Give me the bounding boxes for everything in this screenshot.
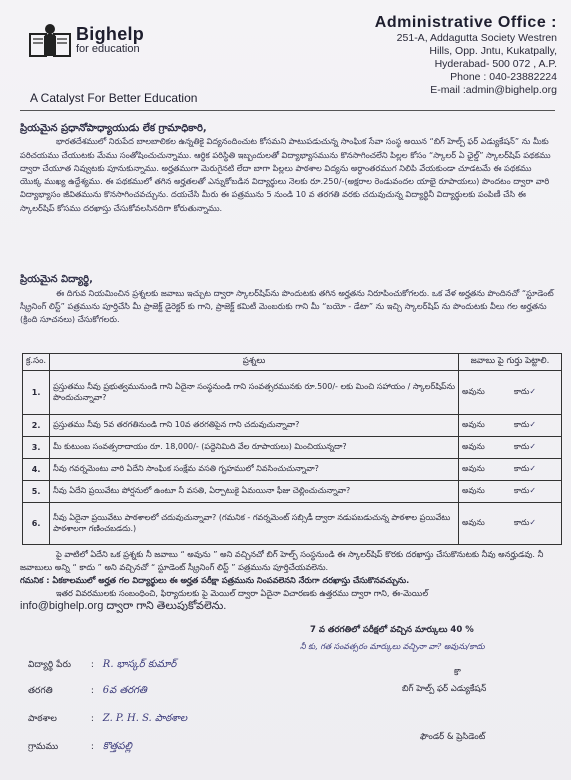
- village-value[interactable]: కొత్తపల్లి: [102, 741, 132, 752]
- row-number: 5.: [23, 481, 50, 503]
- eligibility-table: [22, 353, 562, 545]
- office-phone: Phone : 040-23882224: [450, 71, 557, 83]
- salutation-headmaster: ప్రియమైన ప్రధానోపాధ్యాయుడు లేక గ్రామాధికారి,: [20, 123, 207, 134]
- answer-no[interactable]: కాదు: [514, 442, 530, 451]
- office-line: Hyderabad- 500 072 , A.P.: [434, 58, 557, 70]
- checkmark-icon: ✓: [529, 442, 537, 451]
- answer-yes[interactable]: అవును: [462, 387, 485, 396]
- table-row: [23, 481, 562, 503]
- eligibility-note: పై వాటిలో ఏదేని ఒక ప్రశ్నకు నీ జవాబు “ అవును ” అని వచ్చినచో బిగ్ హెల్ప్ సంస్థనుండి ఈ స్కాలర్‌షిప్ కొరకు దరఖాస్తు చేసుకొనుటకు నీవు అనర్హుడవు. నీ జవాబులు అన్ని “ కాదు ” అని వచ్చినచో “ స్టూడెంట్ స్క్రీనింగ్ లిస్ట్ ” పత్రమును పూర్తిచేయవలెను.: [20, 549, 544, 572]
- school-value[interactable]: Z. P. H. S. పాఠశాల: [102, 713, 188, 724]
- answer-yes[interactable]: అవును: [462, 464, 485, 473]
- office-line: Hills, Opp. Jntu, Kukatpally,: [429, 45, 557, 57]
- checkmark-icon: ✓: [529, 486, 537, 495]
- student-name-value[interactable]: R. భాస్కర్ కుమార్: [102, 659, 177, 670]
- row-question: నీవు ఏదేని ప్రయివేటు పోర్షనులో ఉంటూ నీ వసతి, ఏర్పాటుకై ఏమయినా ఫీజు చెల్లించుచున్నావా?: [50, 481, 459, 503]
- class-label: తరగతి: [28, 686, 53, 696]
- office-email: E-mail :admin@bighelp.org: [430, 84, 557, 96]
- row-number: 6.: [23, 503, 50, 545]
- table-row: [23, 371, 562, 415]
- row-question: నీవు ఏదైనా ప్రయివేటు పాఠశాలలో చదువుచున్నావా? (గమనిక - గవర్నమెంట్ సబ్సిడీ ద్వారా నడుపబడుచున్న పాఠశాల ప్రయివేటు పాఠశాలగా గణించబడదు.): [50, 503, 459, 545]
- signature-role: ఫౌండర్ & ప్రెసిడెంట్: [420, 732, 486, 742]
- contact-email[interactable]: info@bighelp.org ద్వారా గాని తెలుపుకోవలెను.: [20, 600, 227, 612]
- row-question: ప్రస్తుతము నీవు 5వ తరగతినుండి గాని 10వ తరగతిపైన గాని చదువుచున్నావా?: [50, 415, 459, 437]
- field-school: పాఠశాల : Z. P. H. S. పాఠశాల: [28, 713, 188, 724]
- row-number: 1.: [23, 371, 50, 415]
- office-address: [375, 14, 557, 97]
- answer-no[interactable]: కాదు: [514, 420, 530, 429]
- table-row: [23, 459, 562, 481]
- checkmark-icon: ✓: [529, 464, 537, 473]
- row-answer[interactable]: [459, 503, 562, 545]
- tagline: A Catalyst For Better Education: [30, 91, 198, 105]
- col-number: క్ర.సం.: [23, 354, 50, 371]
- answer-no[interactable]: కాదు: [514, 387, 530, 396]
- col-answer: జవాబు పై గుర్తు పెట్టాలి.: [459, 354, 562, 371]
- important-note: గమనిక : ఏకకాలములో అర్హత గల విద్యార్థులు ఈ అర్హత పరీక్షా పత్రమును నింపవలెనని నేరుగా దరఖాస్తు చేసుకొనవచ్చును.: [20, 575, 410, 585]
- table-row: [23, 415, 562, 437]
- header-divider: [20, 110, 555, 111]
- instructions-paragraph: ఈ దిగువ నియమించిన ప్రశ్నలకు జవాబు ఇచ్చుట ద్వారా స్కాలర్‌షిప్‌ను పొందుటకు తగిన అర్హతను నిరూపించుకోగలరు. ఒక వేళ అర్హతను పొందినచో “స్టూడెంట్ స్క్రీనింగ్ లిస్ట్” పత్రమును పూర్తిచేసి మీ ప్రాజెక్ట్ డైరెక్టర్ కు గాని, ప్రాజెక్ట్ కమిటీ మెంబరుకు గాని మీ “బయో - డేటా” ను ఇచ్చి స్కాలర్‌షిప్ ను పొందుటకు వీలు గల అర్హతను (క్రింది సూచనలు) చేసుకోగలరు.: [20, 287, 554, 325]
- answer-no[interactable]: కాదు: [514, 486, 530, 495]
- table-row: [23, 437, 562, 459]
- checkmark-icon: ✓: [529, 387, 537, 396]
- brand-sub: for education: [76, 43, 140, 55]
- answer-yes[interactable]: అవును: [462, 518, 485, 527]
- table-row: [23, 503, 562, 545]
- answer-no[interactable]: కాదు: [514, 464, 530, 473]
- class-value[interactable]: 6వ తరగతి: [102, 685, 147, 696]
- school-label: పాఠశాల: [28, 714, 57, 724]
- office-title: Administrative Office :: [374, 14, 557, 31]
- contact-paragraph: ఇతర వివరములకు సంబంధించి, ఫిర్యాదులకు పై మెయిల్ ద్వారా ఏదైనా విచారణకు ఉత్తరము ద్వారా గాని, ఈ-మెయిల్: [56, 588, 429, 598]
- handwritten-marks-note: నీ కు, గత సంవత్సరం మార్కులు వచ్చినా వా? అవును/కాదు: [300, 642, 485, 651]
- signature-for: కొ: [454, 668, 461, 678]
- row-answer[interactable]: [459, 371, 562, 415]
- answer-yes[interactable]: అవును: [462, 486, 485, 495]
- field-class: తరగతి : 6వ తరగతి: [28, 685, 147, 696]
- signature-org: బిగ్ హెల్ప్ ఫర్ ఎడ్యుకేషన్: [402, 684, 487, 694]
- student-name-label: విద్యార్థి పేరు: [28, 660, 71, 670]
- brand-name: Bighelp: [76, 24, 145, 44]
- intro-section: [20, 122, 555, 327]
- marks-line: 7 వ తరగతిలో పరీక్షలో వచ్చిన మార్కులు 40 %: [310, 625, 474, 635]
- row-question: నీవు గవర్నమెంటు వారి ఏదేని సాంఘిక సంక్షేమ వసతి గృహములో నివసించుచున్నావా?: [50, 459, 459, 481]
- checkmark-icon: ✓: [529, 420, 537, 429]
- row-question: మీ కుటుంబ సంవత్సరాదాయం రూ. 18,000/- (పద్దెనిమిది వేల రూపాయలు) మించియున్నదా?: [50, 437, 459, 459]
- field-student-name: విద్యార్థి పేరు : R. భాస్కర్ కుమార్: [28, 659, 177, 670]
- row-number: 4.: [23, 459, 50, 481]
- row-answer[interactable]: [459, 459, 562, 481]
- salutation-student: ప్రియమైన విద్యార్థి,: [20, 274, 93, 286]
- row-number: 3.: [23, 437, 50, 459]
- office-line: 251-A, Addagutta Society Westren: [396, 32, 557, 44]
- brand-block: [76, 24, 144, 55]
- row-question: ప్రస్తుతము నీవు ప్రభుత్వమునుండి గాని ఏదైనా సంస్థనుండి గాని సంవత్సరమునకు రూ.500/- లకు మించి సహాయం / స్కాలర్‌షిప్‌ను పొందుచున్నావా?: [50, 371, 459, 415]
- row-number: 2.: [23, 415, 50, 437]
- col-question: ప్రశ్నలు: [50, 354, 459, 371]
- closing-section: [20, 548, 560, 613]
- intro-paragraph: భారతదేశములో నిరుపేద బాలబాలికల ఉన్నతికై విద్యనందించుట కోసమని పాటుపడుచున్న సాంఘిక సేవా సంస్థ అయిన “బిగ్ హెల్ప్ ఫర్ ఎడ్యుకేషన్” ను మీకు పరిచయము చేయుటకు మేము సంతోషించుచున్నాము. ఆర్థిక పరిస్థితి ఇబ్బందులతో విద్యాభ్యాసమును కొనసాగించలేని పిల్లల కోసం “స్కాలర్ ఏ ఛైల్డ్” స్కాలర్‌షిప్ పథకము ద్వారా చేయూత నివ్వుటకు పూనుకున్నాము. అర్హతముగా మెరుగైనటి లేదా బాగా పిల్లలు పాఠశాల విద్యను అర్ధాంతరముగ నిలిపి వేయకుండా చూడటమే ఈ పథకము యొక్క ముఖ్య ఉద్దేశ్యము. ఈ పథకములో తగిన అర్హతలతో ఎన్నుకోబడిన విద్యార్థులు నెలకు రూ.250/-(అక్షరాల రెండువందల యాభై రూపాయలు) పొందటం ద్వారా వారి విద్యాభ్యాసం జీవితమును కొనసాగించవచ్చును. దయచేసి మీరు ఈ పత్రమును 5 నుండి 10 వ తరగతి వరకు చదువుచున్న విద్యార్థినీ విద్యార్థులకు పంపిణీ చేసి ఈ స్కాలర్‌షిప్ కోసము దరఖాస్తు చేసుకోవలసినదిగా కోరుతున్నాము.: [20, 136, 551, 213]
- village-label: గ్రామము: [28, 742, 59, 752]
- bighelp-logo-icon: [28, 22, 72, 62]
- row-answer[interactable]: [459, 415, 562, 437]
- answer-yes[interactable]: అవును: [462, 442, 485, 451]
- row-answer[interactable]: [459, 437, 562, 459]
- field-village: గ్రామము : కొత్తపల్లి: [28, 741, 132, 752]
- row-answer[interactable]: [459, 481, 562, 503]
- answer-no[interactable]: కాదు: [514, 518, 530, 527]
- checkmark-icon: ✓: [529, 518, 537, 527]
- answer-yes[interactable]: అవును: [462, 420, 485, 429]
- table-header-row: [23, 354, 562, 371]
